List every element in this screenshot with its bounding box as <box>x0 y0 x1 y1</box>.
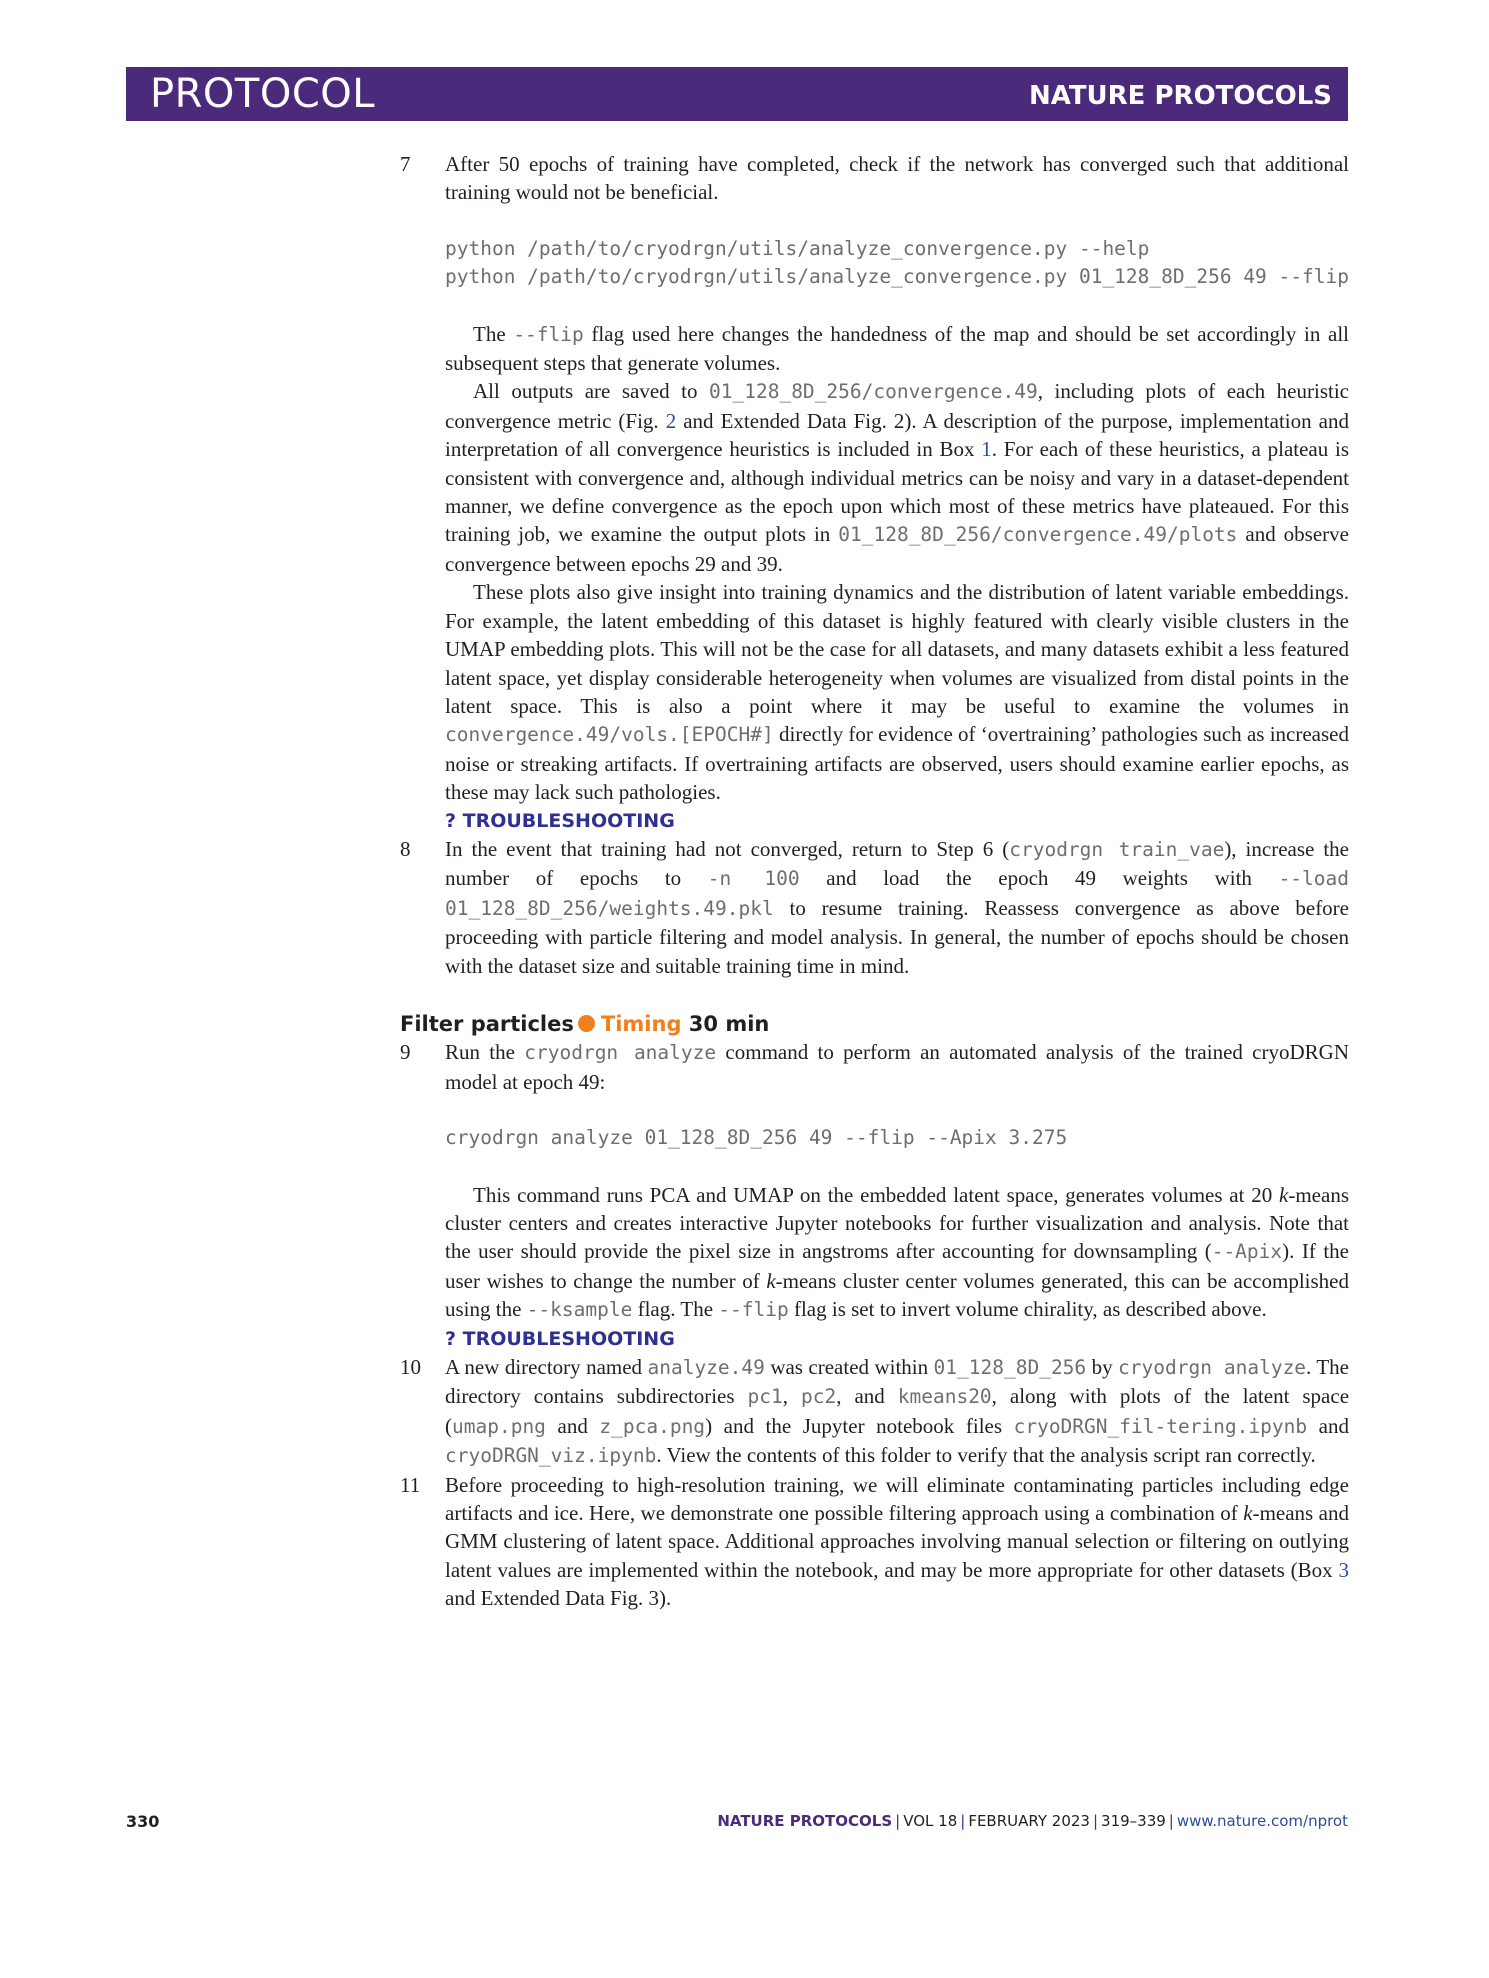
step-8 <box>400 835 1350 980</box>
inline-code: --Apix <box>1211 1240 1283 1264</box>
figure-link[interactable]: 2 <box>665 408 677 433</box>
page-header <box>126 67 1348 121</box>
citation: NATURE PROTOCOLS | VOL 18 | FEBRUARY 2023 | 319–339 | www.nature.com/nprot <box>717 1812 1348 1830</box>
paragraph: These plots also give insight into training dynamics and the distribution of latent variable embeddings. For example, the latent embedding of this dataset is highly featured with clearly visible clusters in the UMAP embedding plots. This will not be the case for all datasets, and many datasets exhibit a less featured latent space, yet display considerable heterogeneity when volumes are visualized from distal points in the latent space. This is also a point where it may be useful to examine the volumes in convergence.49/vols.[EPOCH#] directly for evidence of ‘overtraining’ pathologies such as increased noise or streaking artifacts. If overtraining artifacts are observed, users should examine earlier epochs, as these may lack such pathologies. <box>445 580 1349 805</box>
step-text: Run the cryodrgn analyze command to perform an automated analysis of the trained cryoDRGN model at epoch 49: <box>445 1040 1350 1094</box>
inline-code: cryodrgn train_vae <box>1009 837 1225 861</box>
inline-code: --ksample <box>526 1298 633 1322</box>
step-text: Before proceeding to high-resolution training, we will eliminate contaminating particles including edge artifacts and ice. Here, we demonstrate one possible filtering approach using a combination of k-means and GMM clustering of latent space. Additional approaches involving manual selection or filtering on outlying latent values are implemented within the notebook, and may be more appropriate for other datasets (Box 3 and Extended Data Fig. 3). <box>445 1472 1349 1611</box>
step-number: 8 <box>400 836 411 861</box>
journal-footer: NATURE PROTOCOLS <box>717 1812 893 1830</box>
main-content <box>400 150 1350 1613</box>
step-text: In the event that training had not converged, return to Step 6 (cryodrgn train_vae), increase the number of epochs to -n 100 and load the epoch 49 weights with --load 01_128_8D_256/weights.49.pkl to resume training. Reassess convergence as above before proceeding with particle filtering and model analysis. In general, the number of epochs should be chosen with the dataset size and suitable training time in mind. <box>445 836 1350 978</box>
inline-code: --flip <box>718 1298 789 1322</box>
page-footer <box>126 1812 1348 1834</box>
troubleshooting-link[interactable]: ? TROUBLESHOOTING <box>445 1327 675 1350</box>
step-7 <box>400 150 1349 835</box>
step-number: 7 <box>400 152 411 176</box>
inline-code: -n 100 <box>707 867 800 891</box>
page-number: 330 <box>126 1812 160 1831</box>
inline-code: convergence.49/vols.[EPOCH#] <box>445 723 774 747</box>
timing-dot-icon <box>578 1015 595 1032</box>
section-heading <box>400 1010 1304 1038</box>
inline-code: --load 01_128_8D_256/weights.49.pkl <box>445 867 1350 920</box>
section-label: PROTOCOL <box>150 71 376 117</box>
step-text: A new directory named analyze.49 was created within 01_128_8D_256 by cryodrgn analyze. The directory contains subdirectories pc1, pc2, and kmeans20, along with plots of the latent space (umap.png and z_pca.png) and the Jupyter notebook files cryoDRGN_fil-tering.ipynb and cryoDRGN_viz.ipynb. View the contents of this folder to verify that the analysis script ran correctly. <box>445 1355 1350 1468</box>
paragraph: This command runs PCA and UMAP on the embedded latent space, generates volumes at 20 k-means cluster centers and creates interactive Jupyter notebooks for further visualization and analysis. Note that the user should provide the pixel size in angstroms after accounting for downsampling (--Apix). If the user wishes to change the number of k-means cluster center volumes generated, this can be accomplished using the --ksample flag. The --flip flag is set to invert volume chirality, as described above. <box>445 1182 1349 1322</box>
timing-value: 30 min <box>688 1011 770 1036</box>
step-number: 10 <box>400 1355 421 1380</box>
inline-code: 01_128_8D_256/convergence.49 <box>709 380 1038 404</box>
journal-url-link[interactable]: www.nature.com/nprot <box>1176 1812 1348 1830</box>
inline-code: cryodrgn analyze <box>524 1041 717 1065</box>
code-block: cryodrgn analyze 01_128_8D_256 49 --flip --Apix 3.275 <box>445 1126 1068 1150</box>
journal-name: NATURE PROTOCOLS <box>1028 81 1332 111</box>
troubleshooting-link[interactable]: ? TROUBLESHOOTING <box>445 809 675 832</box>
inline-code: 01_128_8D_256/convergence.49/plots <box>838 523 1238 547</box>
box-link[interactable]: 1 <box>981 437 992 462</box>
box-link[interactable]: 3 <box>1338 1557 1349 1582</box>
step-10 <box>400 1353 1350 1471</box>
paragraph: All outputs are saved to 01_128_8D_256/convergence.49, including plots of each heuristic convergence metric (Fig. 2 and Extended Data Fig. 2). A description of the purpose, implementation and interpretation of all convergence heuristics is included in Box 1. For each of these heuristics, a plateau is consistent with convergence and, although individual metrics can be noisy and vary in a dataset-dependent manner, we define convergence as the epoch upon which most of these metrics have plateaued. For this training job, we examine the output plots in 01_128_8D_256/convergence.49/plots and observe convergence between epochs 29 and 39. <box>445 379 1349 576</box>
step-text: After 50 epochs of training have completed, check if the network has converged such that additional training would not be beneficial. <box>445 152 1349 205</box>
code-block: python /path/to/cryodrgn/utils/analyze_convergence.py --help python /path/to/cryodrgn/utils/analyze_convergence.py 01_128_8D_256 49 --flip <box>445 236 1349 289</box>
section-title: Filter particles <box>400 1011 574 1036</box>
step-11 <box>400 1471 1349 1613</box>
inline-code: --flip <box>513 322 584 346</box>
paragraph: The --flip flag used here changes the handedness of the map and should be set accordingly in all subsequent steps that generate volumes. <box>445 321 1349 376</box>
timing-label: Timing <box>600 1011 682 1036</box>
step-number: 11 <box>400 1472 421 1497</box>
step-9 <box>400 1038 1350 1353</box>
step-number: 9 <box>400 1040 411 1065</box>
